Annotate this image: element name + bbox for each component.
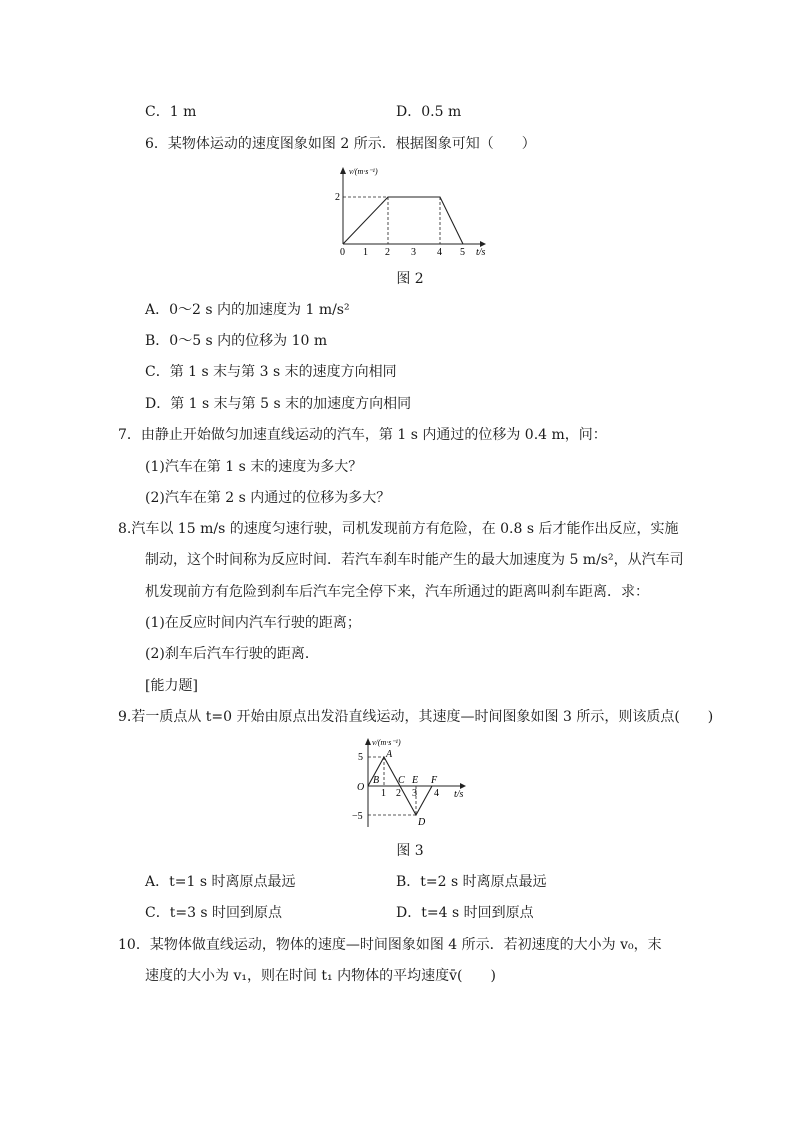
q9-x-axis-label: t/s bbox=[454, 789, 464, 800]
q6-option-a: A．0～2 s 内的加速度为 1 m/s² bbox=[145, 302, 350, 318]
q9-velocity-time-graph bbox=[348, 735, 473, 830]
q9-option-a: A．t=1 s 时离原点最远 bbox=[145, 874, 296, 890]
q9-y-tick-neg5: −5 bbox=[352, 811, 363, 822]
q9-y-arrow bbox=[365, 738, 371, 745]
q9-point-d: D bbox=[418, 817, 426, 828]
q9-y-tick-5: 5 bbox=[358, 752, 363, 763]
q6-figure-caption: 图 2 bbox=[396, 271, 424, 287]
q9-point-f: F bbox=[431, 775, 438, 786]
q9-point-c: C bbox=[398, 775, 405, 786]
q9-figure-caption: 图 3 bbox=[396, 843, 424, 859]
q6-velocity-time-graph bbox=[330, 162, 495, 257]
q6-x-axis-label: t/s bbox=[476, 247, 486, 257]
q6-option-c: C．第 1 s 末与第 3 s 末的速度方向相同 bbox=[145, 364, 397, 380]
section-label-ability: [能力题] bbox=[145, 678, 198, 694]
q9-x-tick-3: 3 bbox=[412, 788, 417, 799]
q9-point-a: A bbox=[386, 749, 393, 760]
q10-line-2: 速度的大小为 v₁，则在时间 t₁ 内物体的平均速度v̄( ) bbox=[145, 968, 496, 984]
q7-sub-2: (2)汽车在第 2 s 内通过的位移为多大？ bbox=[145, 490, 391, 506]
q7-stem: 7．由静止开始做匀加速直线运动的汽车，第 1 s 内通过的位移为 0.4 m，问： bbox=[118, 427, 607, 443]
q6-x-tick-2: 2 bbox=[385, 247, 390, 257]
q6-x-tick-1: 1 bbox=[363, 247, 368, 257]
q6-option-d: D．第 1 s 末与第 5 s 末的加速度方向相同 bbox=[145, 396, 412, 412]
q6-option-b: B．0～5 s 内的位移为 10 m bbox=[145, 333, 328, 349]
q6-stem: 6．某物体运动的速度图象如图 2 所示．根据图象可知（ ） bbox=[145, 136, 536, 152]
q9-origin-label: O bbox=[357, 782, 365, 793]
q8-line-2: 制动，这个时间称为反应时间．若汽车刹车时能产生的最大加速度为 5 m/s²，从汽车司 bbox=[145, 552, 684, 568]
q8-sub-1: (1)在反应时间内汽车行驶的距离； bbox=[145, 615, 361, 631]
q7-sub-1: (1)汽车在第 1 s 末的速度为多大？ bbox=[145, 459, 363, 475]
q9-x-tick-2: 2 bbox=[396, 788, 401, 799]
q6-x-tick-0: 0 bbox=[340, 247, 345, 257]
q6-y-axis-label: v/(m·s⁻¹) bbox=[349, 167, 378, 176]
q6-x-tick-4: 4 bbox=[437, 247, 442, 257]
q6-y-tick-2: 2 bbox=[335, 192, 340, 203]
q6-x-tick-3: 3 bbox=[411, 247, 416, 257]
q9-x-tick-1: 1 bbox=[381, 788, 386, 799]
q10-line-1: 10．某物体做直线运动，物体的速度—时间图象如图 4 所示．若初速度的大小为 v₀，末 bbox=[118, 937, 662, 953]
q9-x-tick-4: 4 bbox=[434, 788, 439, 799]
q5-option-d: D．0.5 m bbox=[396, 104, 462, 120]
q9-point-b: B bbox=[373, 775, 380, 786]
q9-stem: 9.若一质点从 t=0 开始由原点出发沿直线运动，其速度—时间图象如图 3 所示，则该质点( ) bbox=[118, 709, 714, 725]
q8-line-1: 8.汽车以 15 m/s 的速度匀速行驶，司机发现前方有危险，在 0.8 s 后才能作出反应，实施 bbox=[118, 521, 679, 537]
q8-line-3: 机发现前方有危险到刹车后汽车完全停下来，汽车所通过的距离叫刹车距离．求： bbox=[145, 584, 649, 600]
q9-option-c: C．t=3 s 时回到原点 bbox=[145, 905, 283, 921]
q9-y-axis-label: v/(m·s⁻¹) bbox=[372, 738, 401, 747]
q6-x-tick-5: 5 bbox=[460, 247, 465, 257]
q9-option-d: D．t=4 s 时回到原点 bbox=[396, 905, 534, 921]
q9-point-e: E bbox=[412, 775, 419, 786]
q5-option-c: C．1 m bbox=[145, 104, 197, 120]
q9-option-b: B．t=2 s 时离原点最远 bbox=[396, 874, 547, 890]
q6-y-arrow bbox=[340, 167, 346, 174]
q8-sub-2: (2)刹车后汽车行驶的距离． bbox=[145, 646, 319, 662]
q6-velocity-curve bbox=[343, 197, 463, 244]
